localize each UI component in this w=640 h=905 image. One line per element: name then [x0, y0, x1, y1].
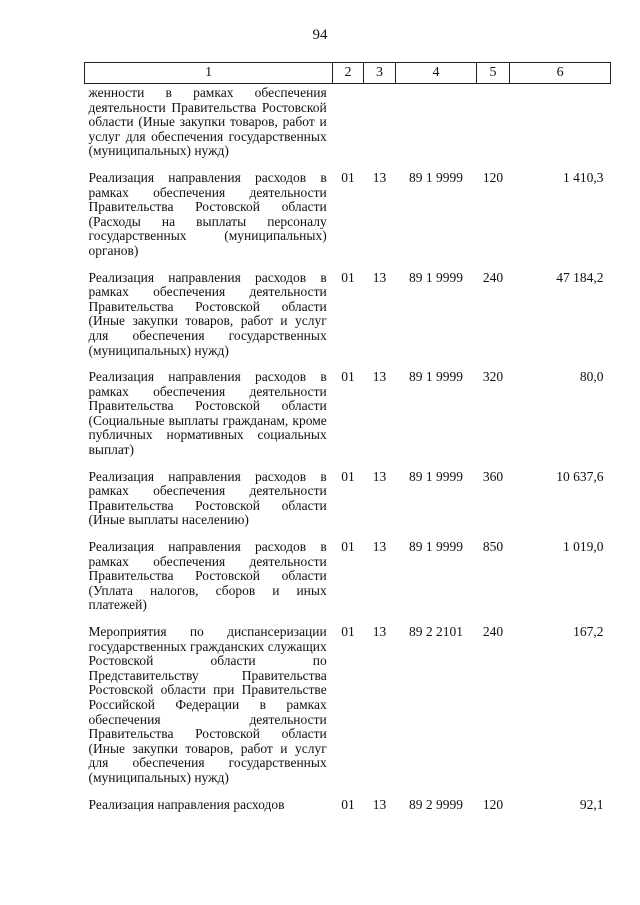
target-item-code: 89 1 9999: [408, 269, 463, 285]
expense-type-code: 850: [482, 539, 504, 555]
amount: 1 410,3: [563, 169, 604, 185]
table-row: [85, 366, 611, 466]
page-number: 94: [312, 27, 328, 43]
row-description: Реализация направления расходов в рамках обеспечения деятельности Правительства Ростовской области (Иные закупки товаров, работ и услуг для обеспечения государственных (муниципальных) нужд): [88, 269, 327, 358]
amount: 167,2: [573, 624, 604, 639]
table-row: [85, 794, 611, 821]
section-code: 01: [341, 539, 355, 555]
target-item-code: 89 1 9999: [408, 539, 463, 555]
target-item-code: 89 1 9999: [408, 369, 463, 385]
row-description: Реализация направления расходов в рамках обеспечения деятельности Правительства Ростовской области (Уплата налогов, сборов и иных платежей): [88, 539, 327, 613]
expense-type-code: 240: [482, 624, 504, 639]
expense-type-code: [476, 84, 510, 167]
column-header: 2: [333, 63, 364, 84]
subsection-code: 13: [372, 796, 387, 812]
target-item-code: 89 1 9999: [408, 468, 463, 484]
table-row: [85, 536, 611, 621]
row-description: Реализация направления расходов в рамках обеспечения деятельности Правительства Ростовской области (Иные выплаты населению): [88, 468, 327, 528]
row-description: Реализация направления расходов в рамках обеспечения деятельности Правительства Ростовской области (Социальные выплаты гражданам, кроме публичных нормативных социальных выплат): [88, 369, 327, 458]
subsection-code: 13: [372, 369, 387, 385]
column-header: 1: [85, 63, 333, 84]
section-code: [333, 84, 364, 167]
expense-type-code: 320: [482, 369, 504, 385]
section-code: 01: [341, 269, 355, 285]
target-item-code: [396, 84, 476, 167]
subsection-code: 13: [372, 539, 387, 555]
column-header: 3: [363, 63, 396, 84]
section-code: 01: [341, 796, 355, 812]
expense-type-code: 120: [482, 169, 504, 185]
subsection-code: 13: [372, 468, 387, 484]
subsection-code: 13: [372, 169, 387, 185]
table-row: [85, 267, 611, 367]
column-header: 4: [396, 63, 476, 84]
column-header: 5: [476, 63, 510, 84]
budget-table: [84, 62, 611, 820]
target-item-code: 89 2 9999: [408, 796, 463, 812]
target-item-code: 89 1 9999: [408, 169, 463, 185]
subsection-code: 13: [372, 624, 387, 639]
table-row: [85, 167, 611, 267]
table-row: [85, 466, 611, 536]
row-description: женности в рамках обеспечения деятельности Правительства Ростовской области (Иные закупки товаров, работ и услуг для обеспечения государственных (муниципальных) нужд): [88, 85, 327, 159]
amount: 80,0: [579, 369, 604, 385]
amount: 92,1: [579, 796, 604, 812]
amount: 1 019,0: [563, 539, 604, 555]
subsection-code: [363, 84, 396, 167]
expense-type-code: 120: [482, 796, 504, 812]
section-code: 01: [341, 624, 355, 639]
column-header: 6: [510, 63, 611, 84]
expense-type-code: 240: [482, 269, 504, 285]
subsection-code: 13: [372, 269, 387, 285]
table-header-row: [85, 63, 611, 84]
table-row: [85, 621, 611, 794]
amount: 47 184,2: [556, 269, 604, 285]
row-description: Реализация направления расходов: [88, 796, 285, 812]
amount: [510, 84, 611, 167]
target-item-code: 89 2 2101: [408, 624, 463, 639]
section-code: 01: [341, 169, 355, 185]
amount: 10 637,6: [556, 468, 604, 484]
section-code: 01: [341, 468, 355, 484]
expense-type-code: 360: [482, 468, 504, 484]
row-description: Мероприятия по диспансеризации государственных гражданских служащих Ростовской области по Представительству Правительства Ростовской области при Правительстве Российской Федерации в рамках обеспечения деятельности Правительства Ростовской области (Иные закупки товаров, работ и услуг для обеспечения государственных (муниципальных) нужд): [88, 624, 327, 785]
section-code: 01: [341, 369, 355, 385]
table-row: [85, 84, 611, 167]
row-description: Реализация направления расходов в рамках обеспечения деятельности Правительства Ростовской области (Расходы на выплаты персоналу государственных (муниципальных) органов): [88, 169, 327, 258]
